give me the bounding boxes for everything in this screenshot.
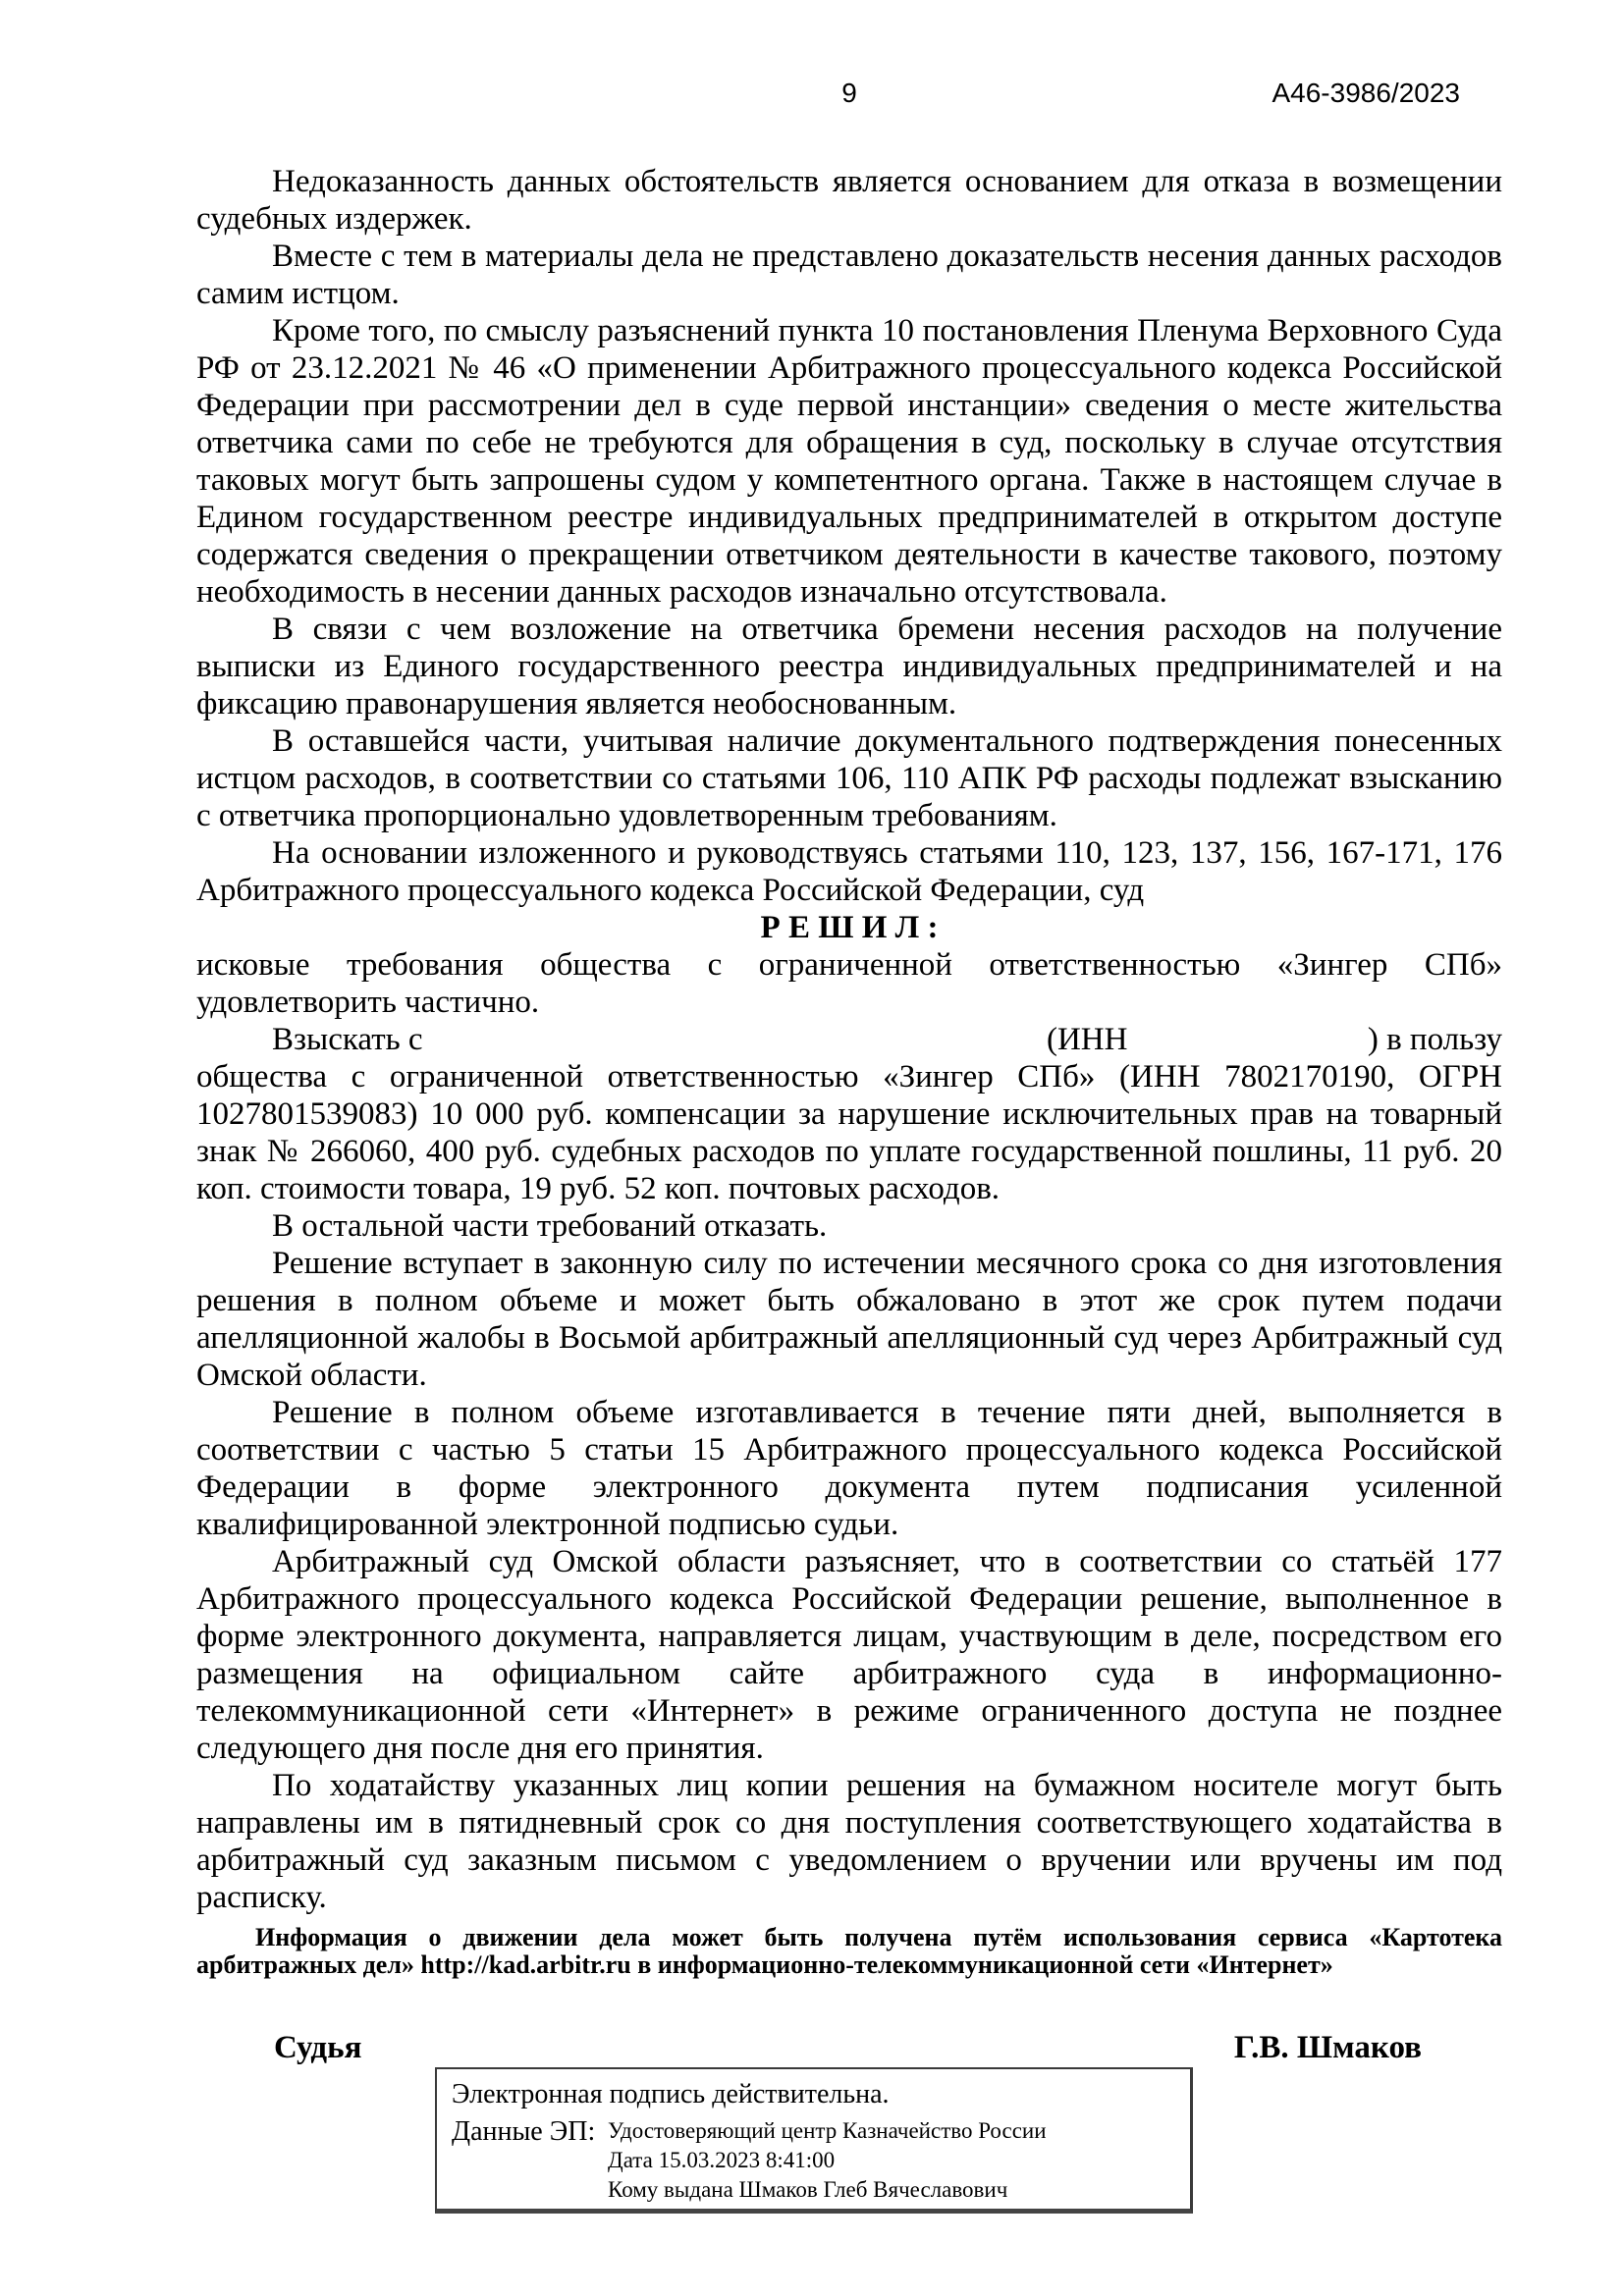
case-number: А46-3986/2023 [1271, 78, 1460, 108]
paragraph-undeproven: Недоказанность данных обстоятельств является основанием для отказа в возмещении судебных издержек. [196, 164, 1502, 237]
paragraph-recover-details: общества с ограниченной ответственностью «Зингер СПб» (ИНН 7802170190, ОГРН 1027801539083) 10 000 руб. компенсации за нарушение исключительных прав на товарный знак № 266060, 400 руб. судебных расходов по уплате государственной пошлины, 11 руб. 20 коп. стоимости товара, 19 руб. 52 коп. почтовых расходов. [196, 1059, 1502, 1206]
paragraph-article-177: Арбитражный суд Омской области разъясняет, что в соответствии со статьёй 177 Арбитражного процессуального кодекса Российской Федерации решение, выполненное в форме электронного документа, направляется лицам, участвующим в деле, посредством его размещения на официальном сайте арбитражного суда в информационно-телекоммуникационной сети «Интернет» в режиме ограниченного доступа не позднее следующего дня после дня его принятия. [196, 1544, 1502, 1766]
paragraph-remaining-costs: В оставшейся части, учитывая наличие документального подтверждения понесенных истцом расходов, в соответствии со статьями 106, 110 АПК РФ расходы подлежат взысканию с ответчика пропорционально удовлетворенным требованиям. [196, 723, 1502, 833]
paragraph-legal-basis: На основании изложенного и руководствуясь статьями 110, 123, 137, 156, 167-171, 176 Арбитражного процессуального кодекса Российской Федерации, суд [196, 835, 1502, 908]
paragraph-paper-copies: По ходатайству указанных лиц копии решения на бумажном носителе могут быть направлены им в пятидневный срок со дня поступления соответствующего ходатайства в арбитражный суд заказным письмом с уведомлением о вручении или вручены им под расписку. [196, 1768, 1502, 1915]
paragraph-unfounded-costs: В связи с чем возложение на ответчика бремени несения расходов на получение выписки из Единого государственного реестра индивидуальных предпринимателей и на фиксацию правонарушения является необоснованным. [196, 612, 1502, 721]
redacted-gap [423, 1021, 1047, 1058]
paragraph-plenum-explanation: Кроме того, по смыслу разъяснений пункта 10 постановления Пленума Верховного Суда РФ от 23.12.2021 № 46 «О применении Арбитражного процессуального кодекса Российской Федерации при рассмотрении дел в суде первой инстанции» сведения о месте жительства ответчика сами по себе не требуются для обращения в суд, поскольку в случае отсутствия таковых могут быть запрошены судом у компетентного органа. Также в настоящем случае в Едином государственном реестре индивидуальных предпринимателей в открытом доступе содержатся сведения о прекращении ответчиком деятельности в качестве такового, поэтому необходимость в несении данных расходов изначально отсутствовала. [196, 313, 1502, 610]
stamp-validity-text: Электронная подпись действительна. [452, 2079, 890, 2109]
footnote-kad-arbitr: Информация о движении дела может быть получена путём использования сервиса «Картотека арбитражных дел» http://kad.arbitr.ru в информационно-телекоммуникационной сети «Интернет» [196, 1923, 1502, 1979]
stamp-ep-label: Данные ЭП: [452, 2116, 596, 2147]
resolution-heading: Р Е Ш И Л : [760, 910, 939, 945]
stamp-ep-details [608, 2116, 1047, 2205]
document-body [196, 163, 1502, 1979]
stamp-ep-issued-to: Кому выдана Шмаков Глеб Вячеславович [608, 2177, 1008, 2202]
paragraph-entry-into-force: Решение вступает в законную силу по истечении месячного срока со дня изготовления решения в полном объеме и может быть обжаловано в этот же срок путем подачи апелляционной жалобы в Восьмой арбитражный апелляционный суд через Арбитражный суд Омской области. [196, 1246, 1502, 1393]
recover-redacted-line [196, 1021, 1502, 1058]
paragraph-full-text-timing: Решение в полном объеме изготавливается в течение пяти дней, выполняется в соответствии с частью 5 статьи 15 Арбитражного процессуального кодекса Российской Федерации в форме электронного документа путем подписания усиленной квалифицированной электронной подписью судьи. [196, 1395, 1502, 1542]
paragraph-claim-satisfied: исковые требования общества с ограниченной ответственностью «Зингер СПб» удовлетворить частично. [196, 947, 1502, 1020]
recover-text-part2: (ИНН [1046, 1022, 1128, 1057]
recover-text-part1: Взыскать с [272, 1022, 423, 1057]
stamp-ep-row [452, 2116, 1180, 2205]
redacted-gap [1127, 1021, 1367, 1058]
signature-row [196, 2028, 1502, 2067]
signature-judge-name: Г.В. Шмаков [1233, 2030, 1422, 2065]
electronic-signature-stamp [435, 2067, 1193, 2214]
page-number: 9 [841, 78, 857, 108]
recover-text-part3: ) в пользу [1367, 1022, 1502, 1057]
paragraph-no-evidence: Вместе с тем в материалы дела не представлено доказательств несения данных расходов самим истцом. [196, 239, 1502, 311]
stamp-ep-date: Дата 15.03.2023 8:41:00 [608, 2148, 836, 2172]
indent-spacer [196, 1021, 272, 1058]
paragraph-deny-rest: В остальной части требований отказать. [272, 1208, 828, 1244]
stamp-ep-authority: Удостоверяющий центр Казначейство России [608, 2118, 1047, 2143]
signature-role-label: Судья [274, 2030, 362, 2065]
